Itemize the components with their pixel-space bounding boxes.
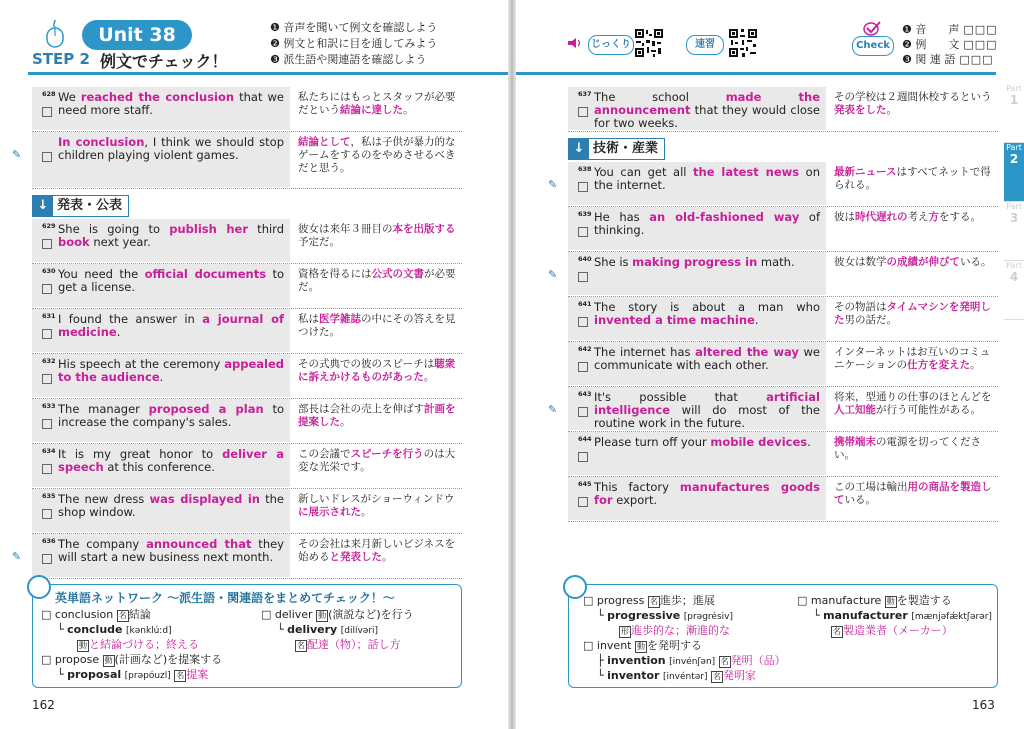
sentence-number: 644 — [578, 435, 592, 443]
checkbox[interactable] — [42, 509, 52, 519]
checkbox[interactable] — [42, 464, 52, 474]
checkbox[interactable] — [42, 152, 52, 162]
sentence-number: 635 — [42, 492, 56, 500]
goals-list — [270, 20, 437, 68]
word-network-left — [32, 584, 462, 688]
checkboxes-example[interactable]: □□□ — [963, 38, 998, 51]
network-item: 名 配達（物）；話し方 — [297, 638, 401, 651]
english-sentence: It's possible that artificial intelligence will do most of the routine work in the future. — [568, 387, 826, 430]
english-sentence: You need the official documents to get a license. — [32, 264, 290, 307]
check-mark-icon — [862, 20, 882, 36]
qr-code-slow-icon[interactable] — [634, 28, 664, 58]
checklist-related — [902, 52, 998, 67]
sentence-number: 641 — [578, 300, 592, 308]
word-network-right — [568, 584, 998, 688]
japanese-translation: この工場は輸出用の商品を製造している。 — [834, 481, 992, 506]
sentence-row — [568, 297, 998, 342]
sentence-row — [568, 87, 998, 132]
sentence-row — [568, 207, 998, 252]
sentence-row — [32, 444, 462, 489]
fast-audio-button[interactable]: 速習 — [686, 35, 724, 55]
part-tab-number: 3 — [1009, 211, 1019, 225]
slow-audio-button[interactable]: じっくり — [588, 35, 634, 55]
category-label: 技術・産業 — [593, 141, 659, 156]
step-title: 例文でチェック！ — [100, 52, 228, 71]
category-label: 発表・公表 — [57, 198, 123, 213]
japanese-translation: その会社は来月新しいビジネスを始めると発表した。 — [298, 538, 456, 563]
checkbox[interactable] — [578, 272, 588, 282]
checkbox[interactable] — [42, 239, 52, 249]
network-item: └ manufacturer [mænjəfǽktʃərər] — [813, 609, 992, 622]
network-item: └ delivery [dilívəri] — [277, 623, 379, 636]
english-sentence: The new dress was displayed in the shop window. — [32, 489, 290, 532]
part-tab-1[interactable] — [1004, 84, 1024, 143]
sentence-number: 639 — [578, 210, 592, 218]
checkbox[interactable] — [42, 554, 52, 564]
japanese-translation: 部長は会社の売上を伸ばす計画を提案した。 — [298, 403, 456, 428]
sentence-row — [32, 309, 462, 354]
english-sentence: The manager proposed a plan to increase the company's sales. — [32, 399, 290, 442]
check-label: Check — [852, 36, 894, 56]
checkbox[interactable] — [42, 284, 52, 294]
goal-3: ❸ 派生語や関連語を確認しよう — [270, 53, 427, 66]
network-item: □ propose 動 (計画など)を提案する — [41, 653, 223, 666]
english-sentence: You can get all the latest news on the internet. — [568, 162, 826, 205]
goal-2: ❷ 例文と和訳に目を通してみよう — [270, 37, 438, 50]
sentence-row — [32, 219, 462, 264]
network-item: └ proposal [prəpóuzl] 名 提案 — [57, 668, 209, 681]
mouse-icon — [44, 18, 66, 48]
part-tab-number: 4 — [1009, 270, 1019, 284]
english-sentence: He has an old-fashioned way of thinking. — [568, 207, 826, 250]
sentence-row — [548, 387, 998, 432]
sentence-row — [32, 489, 462, 534]
category-announcement — [32, 189, 462, 219]
sentence-row — [568, 342, 998, 387]
sentence-number: 643 — [578, 390, 592, 398]
japanese-translation: その式典での彼のスピーチは聴衆に訴えかけるものがあった。 — [298, 358, 456, 383]
sentence-number: 634 — [42, 447, 56, 455]
japanese-translation: 私は医学雑誌の中にその答えを見つけた。 — [298, 313, 456, 338]
sentence-number: 640 — [578, 255, 592, 263]
network-item: □ deliver 動 (演説など)を行う — [261, 608, 414, 621]
network-item: □ invent 動 を発明する — [583, 639, 702, 652]
network-item: □ conclusion 名 結論 — [41, 608, 151, 621]
english-sentence: The internet has altered the way we communicate with each other. — [568, 342, 826, 385]
part-tab-label: Part — [1006, 202, 1022, 211]
checklist-audio-label: ❶ 音 声 — [902, 23, 960, 36]
japanese-translation: 彼女は数学の成績が伸びている。 — [834, 256, 992, 268]
network-item: 形 進歩的な；漸進的な — [621, 624, 730, 637]
network-item: 動 と結論づける；終える — [79, 638, 199, 651]
gutter — [508, 0, 516, 729]
checkbox[interactable] — [578, 182, 588, 192]
sentence-row — [568, 477, 998, 522]
pencil-icon: ✎ — [548, 178, 558, 191]
arrow-down-icon: ↓ — [569, 139, 589, 159]
sentence-number: 629 — [42, 222, 56, 230]
japanese-translation: その物語はタイムマシンを発明した男の話だ。 — [834, 301, 991, 326]
goal-1: ❶ 音声を聞いて例文を確認しよう — [270, 21, 438, 34]
japanese-translation: 新しいドレスがショーウィンドウに展示された。 — [298, 493, 455, 518]
sentence-row — [568, 432, 998, 477]
unit-header — [0, 0, 508, 74]
checklist — [902, 22, 998, 67]
checkbox[interactable] — [578, 407, 588, 417]
english-sentence: It is my great honor to deliver a speech at this conference. — [32, 444, 290, 487]
japanese-translation: 彼女は来年３冊目の本を出版する予定だ。 — [298, 223, 456, 248]
right-page — [516, 0, 1024, 729]
category-tag — [32, 195, 129, 217]
network-item: ├ invention [invénʃən] 名 発明（品） — [597, 654, 786, 667]
sentence-number: 645 — [578, 480, 592, 488]
english-sentence: His speech at the ceremony appealed to the audience. — [32, 354, 290, 397]
english-sentence: I found the answer in a journal of medicine. — [32, 309, 290, 352]
checkbox[interactable] — [42, 419, 52, 429]
english-sentence: Please turn off your mobile devices. — [568, 432, 826, 475]
network-item: └ progressive [prəgrésiv] — [597, 609, 733, 622]
network-item: 名 製造業者（メーカー） — [833, 624, 953, 637]
network-title: 英単語ネットワーク 〜派生語・関連語をまとめてチェック！〜 — [55, 591, 395, 605]
header-rule — [516, 72, 996, 75]
japanese-translation: インターネットはお互いのコミュニケーションの仕方を変えた。 — [834, 346, 991, 371]
part-tab-number: 2 — [1009, 152, 1019, 166]
network-item: □ progress 名 進歩；進展 — [583, 594, 715, 607]
japanese-translation: 資格を得るには公式の文書が必要だ。 — [298, 268, 456, 293]
checklist-example-label: ❷ 例 文 — [902, 38, 960, 51]
checkbox[interactable] — [42, 374, 52, 384]
checkbox[interactable] — [578, 362, 588, 372]
sentence-number: 630 — [42, 267, 56, 275]
checkbox[interactable] — [42, 107, 52, 117]
checkbox[interactable] — [578, 317, 588, 327]
checkbox[interactable] — [42, 329, 52, 339]
sentence-row — [32, 264, 462, 309]
right-sentence-list — [548, 87, 998, 522]
category-technology — [568, 132, 998, 162]
sentence-row — [32, 354, 462, 399]
japanese-translation: 将来，型通りの仕事のほとんどを人工知能が行う可能性がある。 — [834, 391, 992, 416]
pencil-icon: ✎ — [548, 403, 558, 416]
sentence-number: 633 — [42, 402, 56, 410]
sentence-row — [548, 252, 998, 297]
right-header — [516, 0, 1024, 74]
pencil-icon: ✎ — [12, 148, 22, 161]
sentence-number: 628 — [42, 90, 56, 98]
network-item: └ inventor [invéntər] 名 発明家 — [597, 669, 756, 682]
speaker-icon — [568, 38, 582, 48]
sentence-row — [32, 399, 462, 444]
unit-title: Unit 38 — [82, 20, 192, 50]
pencil-icon: ✎ — [548, 268, 558, 281]
left-sentence-list — [12, 87, 462, 579]
arrow-down-icon: ↓ — [33, 196, 53, 216]
network-item: □ manufacture 動 を製造する — [797, 594, 952, 607]
checklist-audio — [902, 22, 998, 37]
sentence-number: 636 — [42, 537, 56, 545]
network-circle-icon — [27, 575, 51, 599]
checklist-related-label: ❸ 関 連 語 — [902, 53, 956, 66]
japanese-translation: 結論として，私は子供が暴力的なゲームをするのをやめさせるべきだと思う。 — [298, 136, 456, 174]
part-tab-number: 1 — [1009, 93, 1019, 107]
checkbox[interactable] — [578, 452, 588, 462]
part-tabs — [1004, 84, 1024, 320]
japanese-translation: 私たちにはもっとスタッフが必要だという結論に達した。 — [298, 91, 456, 116]
sentence-row — [12, 132, 462, 189]
japanese-translation: 最新ニュースはすべてネットで得られる。 — [834, 166, 991, 191]
english-sentence: She is making progress in math. — [568, 252, 826, 295]
checkbox[interactable] — [578, 497, 588, 507]
english-sentence: In conclusion, I think we should stop children playing violent games. — [32, 132, 290, 187]
sentence-row — [12, 534, 462, 579]
checkboxes-audio[interactable]: □□□ — [963, 23, 998, 36]
left-page — [0, 0, 508, 729]
part-tab-2[interactable] — [1004, 143, 1024, 202]
sentence-number: 637 — [578, 90, 592, 98]
japanese-translation: その学校は２週間休校するという発表をした。 — [834, 91, 992, 116]
category-tag — [568, 138, 665, 160]
part-tab-3[interactable] — [1004, 202, 1024, 261]
japanese-translation: 携帯端末の電源を切ってください。 — [834, 436, 981, 461]
page-number-right: 163 — [972, 698, 995, 712]
checkbox[interactable] — [578, 107, 588, 117]
network-item: └ conclude [kənklúːd] — [57, 623, 172, 636]
header-rule — [28, 72, 508, 75]
english-sentence: The company announced that they will start a new business next month. — [32, 534, 290, 577]
sentence-row — [32, 87, 462, 132]
part-tab-label: Part — [1006, 261, 1022, 270]
japanese-translation: この会議でスピーチを行うのは大変な光栄です。 — [298, 448, 456, 473]
japanese-translation: 彼は時代遅れの考え方をする。 — [834, 211, 981, 223]
english-sentence: We reached the conclusion that we need more staff. — [32, 87, 290, 130]
english-sentence: The story is about a man who invented a time machine. — [568, 297, 826, 340]
sentence-number: 642 — [578, 345, 592, 353]
checkboxes-related[interactable]: □□□ — [959, 53, 994, 66]
part-tab-label: Part — [1006, 143, 1022, 152]
english-sentence: This factory manufactures goods for export. — [568, 477, 826, 520]
checklist-example — [902, 37, 998, 52]
step-label: STEP 2 — [32, 50, 90, 68]
sentence-row — [548, 162, 998, 207]
pencil-icon: ✎ — [12, 550, 22, 563]
sentence-number: 638 — [578, 165, 592, 173]
part-tab-4[interactable] — [1004, 261, 1024, 320]
part-tab-label: Part — [1006, 84, 1022, 93]
qr-code-fast-icon[interactable] — [728, 28, 758, 58]
sentence-number: 631 — [42, 312, 56, 320]
english-sentence: She is going to publish her third book next year. — [32, 219, 290, 262]
page-number-left: 162 — [32, 698, 55, 712]
sentence-number: 632 — [42, 357, 56, 365]
english-sentence: The school made the announcement that they would close for two weeks. — [568, 87, 826, 130]
checkbox[interactable] — [578, 227, 588, 237]
